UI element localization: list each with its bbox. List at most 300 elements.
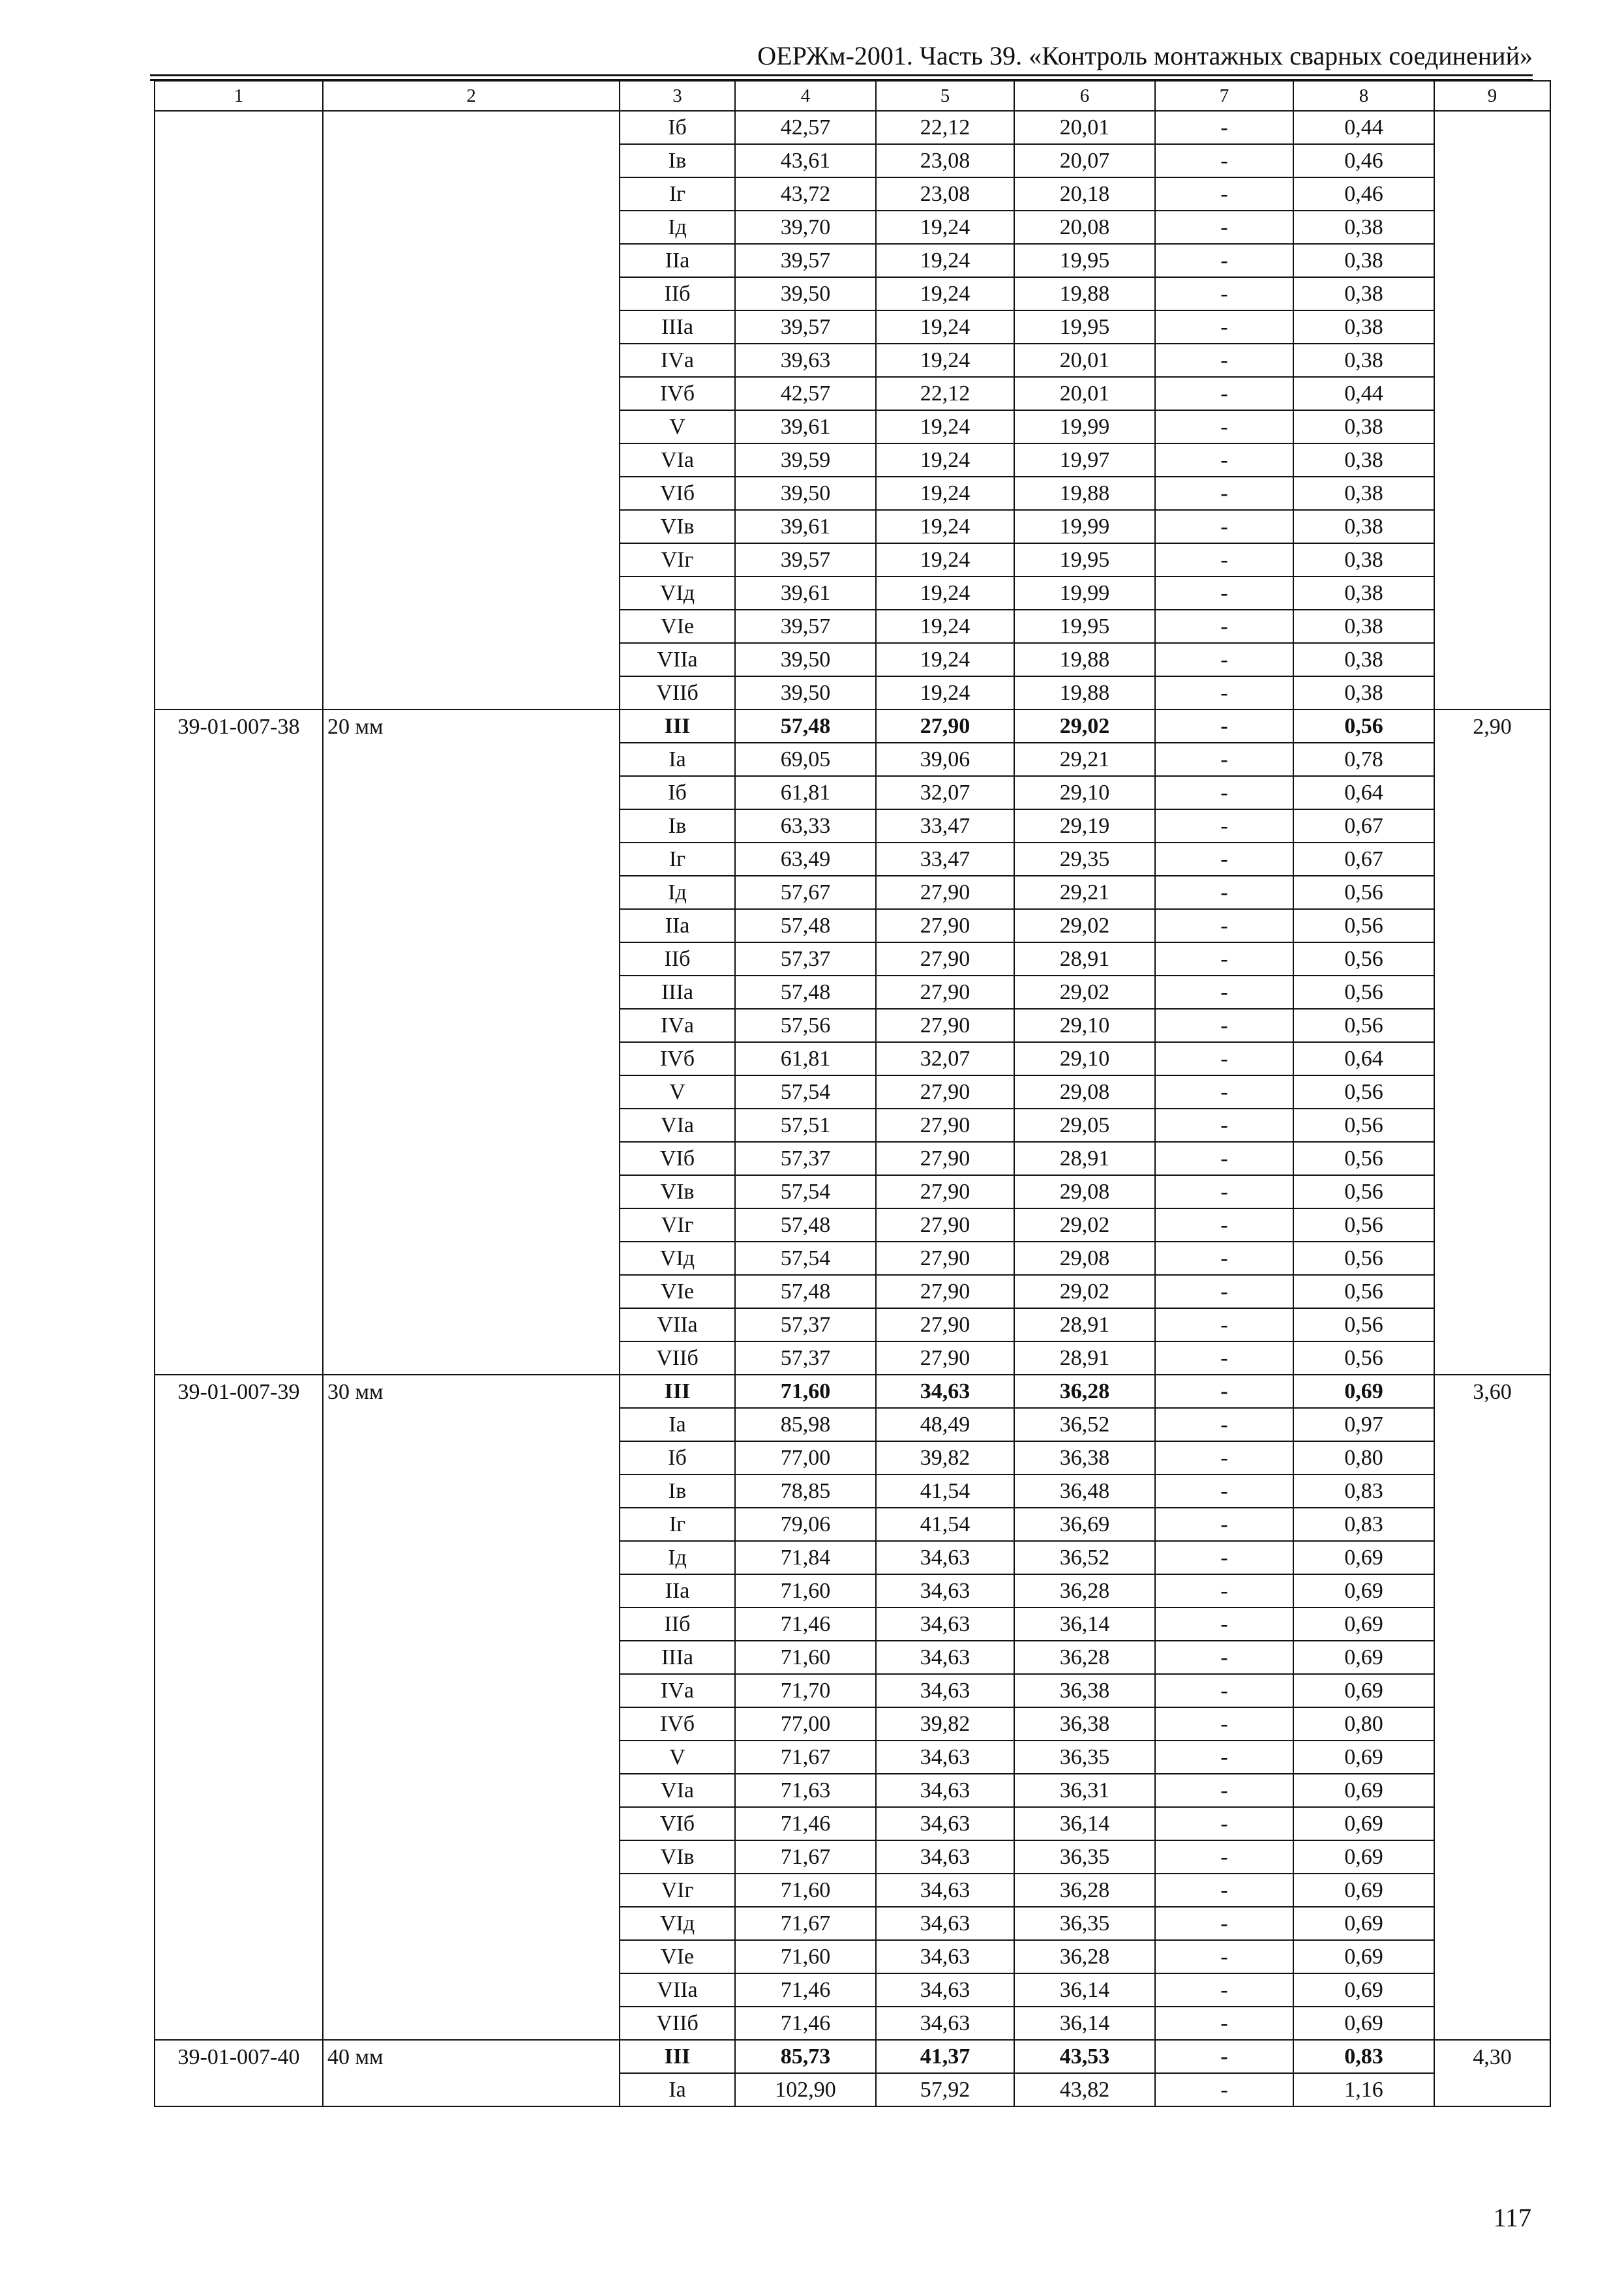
machinist-wage-cell: - (1155, 1907, 1293, 1940)
machinist-wage-cell: - (1155, 1075, 1293, 1109)
machine-cost-cell: 20,01 (1014, 344, 1155, 377)
machinist-wage-cell: - (1155, 2040, 1293, 2073)
machinist-wage-cell: - (1155, 976, 1293, 1009)
labor-cost-cell: 39,82 (876, 1707, 1014, 1741)
total-cost-cell: 71,67 (735, 1840, 876, 1874)
labor-cost-cell: 27,90 (876, 1275, 1014, 1308)
machinist-wage-cell: - (1155, 1774, 1293, 1807)
zone-cell: Iд (620, 211, 735, 244)
machinist-wage-cell: - (1155, 1707, 1293, 1741)
machinist-wage-cell: - (1155, 1973, 1293, 2007)
labor-cost-cell: 34,63 (876, 1807, 1014, 1840)
machine-cost-cell: 36,48 (1014, 1474, 1155, 1508)
zone-cell: VIг (620, 1874, 735, 1907)
materials-cost-cell: 0,69 (1293, 1840, 1434, 1874)
total-cost-cell: 57,48 (735, 1275, 876, 1308)
machine-cost-cell: 36,38 (1014, 1674, 1155, 1707)
total-cost-cell: 57,37 (735, 1142, 876, 1175)
materials-cost-cell: 0,56 (1293, 1009, 1434, 1042)
machine-cost-cell: 19,88 (1014, 477, 1155, 510)
total-cost-cell: 39,57 (735, 610, 876, 643)
materials-cost-cell: 0,69 (1293, 1874, 1434, 1907)
labor-cost-cell: 41,54 (876, 1508, 1014, 1541)
labor-cost-cell: 34,63 (876, 1574, 1014, 1608)
machinist-wage-cell: - (1155, 377, 1293, 410)
machine-cost-cell: 29,10 (1014, 1009, 1155, 1042)
zone-cell: VIIа (620, 643, 735, 676)
labor-cost-cell: 34,63 (876, 1973, 1014, 2007)
machine-cost-cell: 19,88 (1014, 643, 1155, 676)
materials-cost-cell: 0,80 (1293, 1441, 1434, 1474)
labor-cost-cell: 41,54 (876, 1474, 1014, 1508)
zone-cell: IVб (620, 377, 735, 410)
norms-table (154, 80, 1551, 2107)
machine-cost-cell: 29,08 (1014, 1175, 1155, 1208)
total-cost-cell: 71,46 (735, 1973, 876, 2007)
machinist-wage-cell: - (1155, 776, 1293, 809)
materials-cost-cell: 0,69 (1293, 1574, 1434, 1608)
materials-cost-cell: 0,38 (1293, 643, 1434, 676)
machinist-wage-cell: - (1155, 1308, 1293, 1341)
total-cost-cell: 57,54 (735, 1175, 876, 1208)
materials-cost-cell: 0,69 (1293, 1774, 1434, 1807)
total-cost-cell: 71,67 (735, 1741, 876, 1774)
code-cell-empty (155, 111, 323, 710)
labor-cost-cell: 27,90 (876, 710, 1014, 743)
column-number-cell: 9 (1434, 81, 1550, 111)
labor-cost-cell: 27,90 (876, 1109, 1014, 1142)
zone-cell: V (620, 1075, 735, 1109)
materials-cost-cell: 0,56 (1293, 1075, 1434, 1109)
machine-cost-cell: 19,97 (1014, 443, 1155, 477)
total-cost-cell: 39,57 (735, 543, 876, 576)
machinist-wage-cell: - (1155, 809, 1293, 843)
machinist-wage-cell: - (1155, 344, 1293, 377)
materials-cost-cell: 1,16 (1293, 2073, 1434, 2106)
zone-cell: Iб (620, 1441, 735, 1474)
total-cost-cell: 71,60 (735, 1940, 876, 1973)
total-cost-cell: 71,60 (735, 1375, 876, 1408)
machine-cost-cell: 29,35 (1014, 843, 1155, 876)
materials-cost-cell: 0,46 (1293, 177, 1434, 211)
zone-cell: Iв (620, 809, 735, 843)
machine-cost-cell: 28,91 (1014, 942, 1155, 976)
machine-cost-cell: 19,99 (1014, 510, 1155, 543)
labor-cost-cell: 27,90 (876, 1009, 1014, 1042)
materials-cost-cell: 0,38 (1293, 344, 1434, 377)
zone-cell: VIв (620, 510, 735, 543)
zone-cell: VIд (620, 1907, 735, 1940)
machine-cost-cell: 19,95 (1014, 310, 1155, 344)
materials-cost-cell: 0,64 (1293, 1042, 1434, 1075)
zone-cell: VIа (620, 1774, 735, 1807)
labor-cost-cell: 39,82 (876, 1441, 1014, 1474)
total-cost-cell: 57,37 (735, 1341, 876, 1375)
machine-cost-cell: 29,02 (1014, 1208, 1155, 1242)
machine-cost-cell: 43,53 (1014, 2040, 1155, 2073)
machine-cost-cell: 19,99 (1014, 576, 1155, 610)
machinist-wage-cell: - (1155, 1608, 1293, 1641)
materials-cost-cell: 0,83 (1293, 1508, 1434, 1541)
machine-cost-cell: 36,14 (1014, 2007, 1155, 2040)
zone-cell: VIд (620, 576, 735, 610)
zone-cell: Iа (620, 743, 735, 776)
materials-cost-cell: 0,38 (1293, 211, 1434, 244)
zone-cell: IIа (620, 1574, 735, 1608)
materials-cost-cell: 0,69 (1293, 1674, 1434, 1707)
labor-cost-cell: 34,63 (876, 2007, 1014, 2040)
machinist-wage-cell: - (1155, 1874, 1293, 1907)
machinist-wage-cell: - (1155, 277, 1293, 310)
column-number-cell: 1 (155, 81, 323, 111)
total-cost-cell: 39,50 (735, 643, 876, 676)
zone-cell: Iд (620, 1541, 735, 1574)
materials-cost-cell: 0,56 (1293, 1242, 1434, 1275)
materials-cost-cell: 0,64 (1293, 776, 1434, 809)
machinist-wage-cell: - (1155, 1474, 1293, 1508)
materials-cost-cell: 0,46 (1293, 144, 1434, 177)
total-cost-cell: 71,46 (735, 1807, 876, 1840)
machinist-wage-cell: - (1155, 1175, 1293, 1208)
machine-cost-cell: 36,14 (1014, 1973, 1155, 2007)
machine-cost-cell: 36,52 (1014, 1541, 1155, 1574)
machinist-wage-cell: - (1155, 2007, 1293, 2040)
total-cost-cell: 39,50 (735, 477, 876, 510)
col9-cell: 3,60 (1434, 1375, 1550, 2040)
labor-cost-cell: 34,63 (876, 1641, 1014, 1674)
materials-cost-cell: 0,38 (1293, 277, 1434, 310)
zone-cell: Iг (620, 1508, 735, 1541)
zone-cell: IIа (620, 244, 735, 277)
materials-cost-cell: 0,38 (1293, 410, 1434, 443)
zone-cell: Iб (620, 111, 735, 144)
machinist-wage-cell: - (1155, 1508, 1293, 1541)
zone-cell: VIе (620, 1940, 735, 1973)
machinist-wage-cell: - (1155, 1242, 1293, 1275)
machine-cost-cell: 29,21 (1014, 876, 1155, 909)
labor-cost-cell: 23,08 (876, 144, 1014, 177)
labor-cost-cell: 27,90 (876, 976, 1014, 1009)
materials-cost-cell: 0,69 (1293, 1940, 1434, 1973)
labor-cost-cell: 22,12 (876, 111, 1014, 144)
zone-cell: VIд (620, 1242, 735, 1275)
column-number-cell: 7 (1155, 81, 1293, 111)
total-cost-cell: 57,48 (735, 976, 876, 1009)
column-number-row (155, 81, 1550, 111)
zone-cell: Iд (620, 876, 735, 909)
total-cost-cell: 57,56 (735, 1009, 876, 1042)
table-row (155, 1375, 1550, 1408)
total-cost-cell: 85,98 (735, 1408, 876, 1441)
machine-cost-cell: 29,02 (1014, 976, 1155, 1009)
machine-cost-cell: 19,88 (1014, 277, 1155, 310)
machinist-wage-cell: - (1155, 1674, 1293, 1707)
total-cost-cell: 39,61 (735, 410, 876, 443)
table-row (155, 710, 1550, 743)
machine-cost-cell: 19,95 (1014, 543, 1155, 576)
materials-cost-cell: 0,38 (1293, 477, 1434, 510)
zone-cell: III (620, 1375, 735, 1408)
machine-cost-cell: 36,38 (1014, 1441, 1155, 1474)
labor-cost-cell: 19,24 (876, 477, 1014, 510)
machine-cost-cell: 29,08 (1014, 1075, 1155, 1109)
machinist-wage-cell: - (1155, 443, 1293, 477)
labor-cost-cell: 27,90 (876, 1242, 1014, 1275)
zone-cell: IVа (620, 1674, 735, 1707)
machinist-wage-cell: - (1155, 576, 1293, 610)
machine-cost-cell: 36,69 (1014, 1508, 1155, 1541)
labor-cost-cell: 19,24 (876, 510, 1014, 543)
zone-cell: VIг (620, 1208, 735, 1242)
total-cost-cell: 39,61 (735, 510, 876, 543)
labor-cost-cell: 48,49 (876, 1408, 1014, 1441)
machinist-wage-cell: - (1155, 876, 1293, 909)
labor-cost-cell: 19,24 (876, 244, 1014, 277)
col9-cell: 2,90 (1434, 710, 1550, 1375)
zone-cell: IVб (620, 1042, 735, 1075)
machinist-wage-cell: - (1155, 1142, 1293, 1175)
labor-cost-cell: 27,90 (876, 1341, 1014, 1375)
labor-cost-cell: 27,90 (876, 1142, 1014, 1175)
machine-cost-cell: 36,14 (1014, 1807, 1155, 1840)
machinist-wage-cell: - (1155, 1807, 1293, 1840)
table-row (155, 111, 1550, 144)
materials-cost-cell: 0,38 (1293, 244, 1434, 277)
machine-cost-cell: 29,10 (1014, 1042, 1155, 1075)
total-cost-cell: 61,81 (735, 776, 876, 809)
machinist-wage-cell: - (1155, 909, 1293, 942)
zone-cell: VIIа (620, 1308, 735, 1341)
materials-cost-cell: 0,38 (1293, 543, 1434, 576)
total-cost-cell: 43,61 (735, 144, 876, 177)
total-cost-cell: 39,59 (735, 443, 876, 477)
zone-cell: IIIа (620, 310, 735, 344)
labor-cost-cell: 19,24 (876, 610, 1014, 643)
materials-cost-cell: 0,56 (1293, 1308, 1434, 1341)
labor-cost-cell: 39,06 (876, 743, 1014, 776)
machine-cost-cell: 36,35 (1014, 1840, 1155, 1874)
labor-cost-cell: 34,63 (876, 1874, 1014, 1907)
zone-cell: IIб (620, 942, 735, 976)
materials-cost-cell: 0,69 (1293, 1807, 1434, 1840)
total-cost-cell: 78,85 (735, 1474, 876, 1508)
total-cost-cell: 71,63 (735, 1774, 876, 1807)
materials-cost-cell: 0,69 (1293, 1375, 1434, 1408)
total-cost-cell: 69,05 (735, 743, 876, 776)
labor-cost-cell: 27,90 (876, 876, 1014, 909)
machine-cost-cell: 43,82 (1014, 2073, 1155, 2106)
machinist-wage-cell: - (1155, 477, 1293, 510)
machinist-wage-cell: - (1155, 1009, 1293, 1042)
machine-cost-cell: 29,02 (1014, 710, 1155, 743)
machinist-wage-cell: - (1155, 510, 1293, 543)
materials-cost-cell: 0,38 (1293, 610, 1434, 643)
total-cost-cell: 71,67 (735, 1907, 876, 1940)
machinist-wage-cell: - (1155, 1208, 1293, 1242)
zone-cell: IIа (620, 909, 735, 942)
machinist-wage-cell: - (1155, 710, 1293, 743)
machine-cost-cell: 20,08 (1014, 211, 1155, 244)
machine-cost-cell: 19,95 (1014, 610, 1155, 643)
column-number-cell: 5 (876, 81, 1014, 111)
labor-cost-cell: 27,90 (876, 1175, 1014, 1208)
machine-cost-cell: 19,88 (1014, 676, 1155, 710)
labor-cost-cell: 27,90 (876, 909, 1014, 942)
total-cost-cell: 42,57 (735, 111, 876, 144)
labor-cost-cell: 23,08 (876, 177, 1014, 211)
machine-cost-cell: 20,01 (1014, 377, 1155, 410)
column-number-cell: 8 (1293, 81, 1434, 111)
total-cost-cell: 57,54 (735, 1242, 876, 1275)
machinist-wage-cell: - (1155, 1641, 1293, 1674)
materials-cost-cell: 0,83 (1293, 1474, 1434, 1508)
materials-cost-cell: 0,69 (1293, 1741, 1434, 1774)
materials-cost-cell: 0,69 (1293, 1907, 1434, 1940)
materials-cost-cell: 0,56 (1293, 1341, 1434, 1375)
machinist-wage-cell: - (1155, 643, 1293, 676)
total-cost-cell: 71,46 (735, 1608, 876, 1641)
total-cost-cell: 39,57 (735, 310, 876, 344)
labor-cost-cell: 19,24 (876, 443, 1014, 477)
col9-cell: 4,30 (1434, 2040, 1550, 2106)
machinist-wage-cell: - (1155, 843, 1293, 876)
total-cost-cell: 77,00 (735, 1441, 876, 1474)
zone-cell: IVа (620, 1009, 735, 1042)
labor-cost-cell: 32,07 (876, 1042, 1014, 1075)
zone-cell: VIа (620, 443, 735, 477)
header-rule-top (150, 74, 1533, 76)
zone-cell: VIб (620, 477, 735, 510)
labor-cost-cell: 19,24 (876, 211, 1014, 244)
materials-cost-cell: 0,44 (1293, 111, 1434, 144)
total-cost-cell: 102,90 (735, 2073, 876, 2106)
machinist-wage-cell: - (1155, 1741, 1293, 1774)
zone-cell: IVб (620, 1707, 735, 1741)
zone-cell: Iв (620, 1474, 735, 1508)
materials-cost-cell: 0,67 (1293, 809, 1434, 843)
desc-cell-empty (323, 111, 620, 710)
machine-cost-cell: 29,10 (1014, 776, 1155, 809)
total-cost-cell: 57,67 (735, 876, 876, 909)
zone-cell: VIа (620, 1109, 735, 1142)
zone-cell: IIб (620, 277, 735, 310)
materials-cost-cell: 0,69 (1293, 1641, 1434, 1674)
zone-cell: IIIа (620, 1641, 735, 1674)
labor-cost-cell: 34,63 (876, 1741, 1014, 1774)
zone-cell: VIб (620, 1807, 735, 1840)
machine-cost-cell: 36,28 (1014, 1641, 1155, 1674)
zone-cell: VIв (620, 1175, 735, 1208)
materials-cost-cell: 0,69 (1293, 2007, 1434, 2040)
labor-cost-cell: 34,63 (876, 1541, 1014, 1574)
table-body (155, 81, 1550, 2106)
labor-cost-cell: 34,63 (876, 1940, 1014, 1973)
materials-cost-cell: 0,56 (1293, 1142, 1434, 1175)
table-row (155, 2040, 1550, 2073)
machine-cost-cell: 36,28 (1014, 1574, 1155, 1608)
total-cost-cell: 39,50 (735, 277, 876, 310)
materials-cost-cell: 0,38 (1293, 676, 1434, 710)
machinist-wage-cell: - (1155, 211, 1293, 244)
machine-cost-cell: 20,18 (1014, 177, 1155, 211)
machinist-wage-cell: - (1155, 610, 1293, 643)
machinist-wage-cell: - (1155, 1541, 1293, 1574)
zone-cell: VIIа (620, 1973, 735, 2007)
machine-cost-cell: 19,95 (1014, 244, 1155, 277)
machine-cost-cell: 36,28 (1014, 1375, 1155, 1408)
zone-cell: III (620, 710, 735, 743)
materials-cost-cell: 0,69 (1293, 1608, 1434, 1641)
zone-cell: VIг (620, 543, 735, 576)
column-number-cell: 4 (735, 81, 876, 111)
labor-cost-cell: 19,24 (876, 543, 1014, 576)
labor-cost-cell: 41,37 (876, 2040, 1014, 2073)
total-cost-cell: 39,70 (735, 211, 876, 244)
labor-cost-cell: 19,24 (876, 310, 1014, 344)
machinist-wage-cell: - (1155, 410, 1293, 443)
col9-cell-empty (1434, 111, 1550, 710)
materials-cost-cell: 0,83 (1293, 2040, 1434, 2073)
materials-cost-cell: 0,38 (1293, 443, 1434, 477)
materials-cost-cell: 0,44 (1293, 377, 1434, 410)
labor-cost-cell: 19,24 (876, 576, 1014, 610)
materials-cost-cell: 0,56 (1293, 909, 1434, 942)
zone-cell: IIб (620, 1608, 735, 1641)
zone-cell: VIIб (620, 2007, 735, 2040)
total-cost-cell: 57,51 (735, 1109, 876, 1142)
total-cost-cell: 79,06 (735, 1508, 876, 1541)
machine-cost-cell: 29,21 (1014, 743, 1155, 776)
materials-cost-cell: 0,38 (1293, 576, 1434, 610)
labor-cost-cell: 34,63 (876, 1375, 1014, 1408)
machinist-wage-cell: - (1155, 244, 1293, 277)
materials-cost-cell: 0,78 (1293, 743, 1434, 776)
labor-cost-cell: 19,24 (876, 643, 1014, 676)
machinist-wage-cell: - (1155, 543, 1293, 576)
materials-cost-cell: 0,67 (1293, 843, 1434, 876)
zone-cell: Iг (620, 843, 735, 876)
page-number: 117 (1493, 2203, 1531, 2232)
total-cost-cell: 63,49 (735, 843, 876, 876)
machine-cost-cell: 20,07 (1014, 144, 1155, 177)
total-cost-cell: 71,84 (735, 1541, 876, 1574)
total-cost-cell: 71,70 (735, 1674, 876, 1707)
machinist-wage-cell: - (1155, 942, 1293, 976)
total-cost-cell: 42,57 (735, 377, 876, 410)
code-cell: 39-01-007-40 (155, 2040, 323, 2106)
machine-cost-cell: 29,02 (1014, 1275, 1155, 1308)
total-cost-cell: 43,72 (735, 177, 876, 211)
zone-cell: VIе (620, 610, 735, 643)
materials-cost-cell: 0,69 (1293, 1973, 1434, 2007)
machine-cost-cell: 28,91 (1014, 1308, 1155, 1341)
labor-cost-cell: 32,07 (876, 776, 1014, 809)
machine-cost-cell: 29,05 (1014, 1109, 1155, 1142)
machine-cost-cell: 36,35 (1014, 1741, 1155, 1774)
labor-cost-cell: 33,47 (876, 809, 1014, 843)
total-cost-cell: 57,54 (735, 1075, 876, 1109)
materials-cost-cell: 0,56 (1293, 1275, 1434, 1308)
machine-cost-cell: 36,38 (1014, 1707, 1155, 1741)
materials-cost-cell: 0,80 (1293, 1707, 1434, 1741)
labor-cost-cell: 33,47 (876, 843, 1014, 876)
materials-cost-cell: 0,56 (1293, 942, 1434, 976)
zone-cell: VIв (620, 1840, 735, 1874)
machine-cost-cell: 36,28 (1014, 1874, 1155, 1907)
machinist-wage-cell: - (1155, 2073, 1293, 2106)
machinist-wage-cell: - (1155, 111, 1293, 144)
machine-cost-cell: 36,35 (1014, 1907, 1155, 1940)
